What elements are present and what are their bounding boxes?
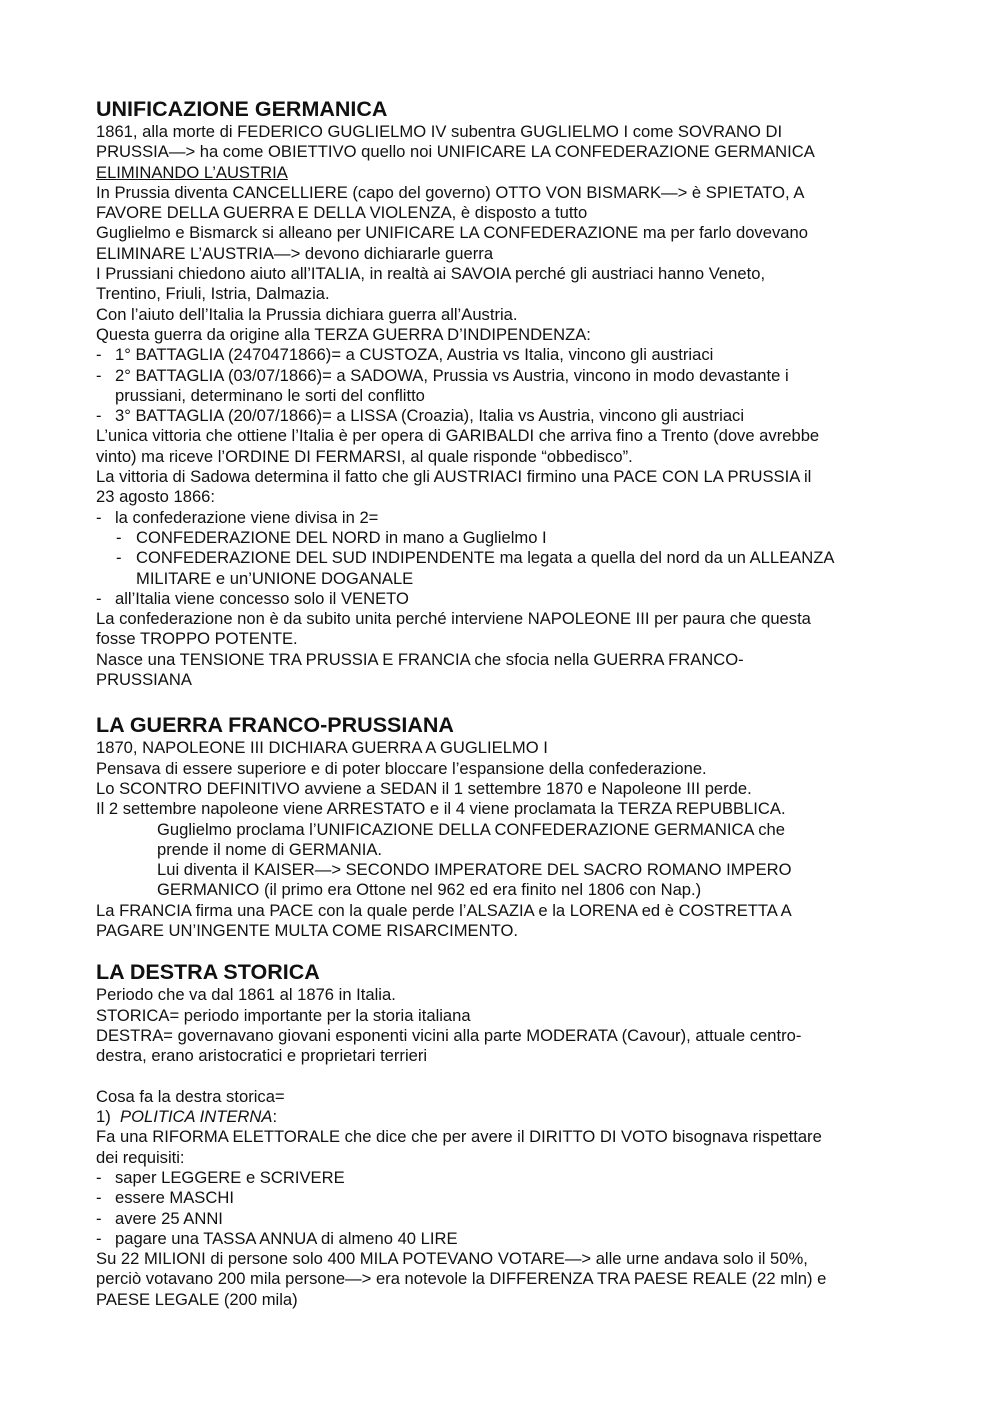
list-item-continuation: prussiani, determinano le sorti del conflitto xyxy=(115,385,425,405)
paragraph-line: 1870, NAPOLEONE III DICHIARA GUERRA A GUGLIELMO I xyxy=(96,738,548,758)
paragraph-line: STORICA= periodo importante per la storia italiana xyxy=(96,1005,471,1025)
numbered-heading xyxy=(96,1107,916,1127)
paragraph-line: Nasce una TENSIONE TRA PRUSSIA E FRANCIA che sfocia nella GUERRA FRANCO- xyxy=(96,649,744,669)
paragraph-line: I Prussiani chiedono aiuto all’ITALIA, in realtà ai SAVOIA perché gli austriaci hanno Veneto, xyxy=(96,264,766,284)
paragraph-line: L’unica vittoria che ottiene l’Italia è per opera di GARIBALDI che arriva fino a Trento (dove avrebbe xyxy=(96,426,820,446)
bullet-dash: - xyxy=(96,1167,102,1187)
paragraph-line: perciò votavano 200 mila persone—> era notevole la DIFFERENZA TRA PAESE REALE (22 mln) e xyxy=(96,1269,827,1289)
indented-line: Lui diventa il KAISER—> SECONDO IMPERATORE DEL SACRO ROMANO IMPERO xyxy=(157,860,792,880)
paragraph-line: ELIMINARE L’AUSTRIA—> devono dichiararle guerra xyxy=(96,243,494,263)
bullet-dash: - xyxy=(116,527,122,547)
list-item-text: all’Italia viene concesso solo il VENETO xyxy=(115,588,409,608)
paragraph-line: Pensava di essere superiore e di poter bloccare l’espansione della confederazione. xyxy=(96,758,707,778)
paragraph-line: DESTRA= governavano giovani esponenti vicini alla parte MODERATA (Cavour), attuale centro- xyxy=(96,1025,802,1045)
indented-line: GERMANICO (il primo era Ottone nel 962 ed era finito nel 1806 con Nap.) xyxy=(157,880,702,900)
list-item xyxy=(96,406,916,426)
list-item xyxy=(96,345,916,365)
list-item xyxy=(96,1209,916,1229)
bullet-dash: - xyxy=(96,1228,102,1248)
paragraph-line: Fa una RIFORMA ELETTORALE che dice che per avere il DIRITTO DI VOTO bisognava rispettare xyxy=(96,1127,822,1147)
section-spacer xyxy=(96,941,916,959)
paragraph-line: destra, erano aristocratici e proprietari terrieri xyxy=(96,1046,428,1066)
section-title: LA DESTRA STORICA xyxy=(96,960,320,985)
paragraph-line: ELIMINANDO L’AUSTRIA xyxy=(96,162,288,182)
section-spacer xyxy=(96,690,916,712)
list-item xyxy=(96,589,916,609)
section-title: LA GUERRA FRANCO-PRUSSIANA xyxy=(96,713,454,738)
bullet-dash: - xyxy=(96,1208,102,1228)
sub-list-item xyxy=(96,548,916,568)
indented-line: Guglielmo proclama l’UNIFICAZIONE DELLA CONFEDERAZIONE GERMANICA che xyxy=(157,819,785,839)
list-item-text: 3° BATTAGLIA (20/07/1866)= a LISSA (Croazia), Italia vs Austria, vincono gli austriaci xyxy=(115,406,745,426)
paragraph-line: In Prussia diventa CANCELLIERE (capo del governo) OTTO VON BISMARK—> è SPIETATO, A xyxy=(96,182,805,202)
sub-list-item-continuation: MILITARE e un’UNIONE DOGANALE xyxy=(136,568,414,588)
subheading-colon: : xyxy=(272,1107,278,1127)
document-body xyxy=(96,96,916,1310)
paragraph-line: Il 2 settembre napoleone viene ARRESTATO e il 4 viene proclamata la TERZA REPUBBLICA. xyxy=(96,799,786,819)
list-item-text: pagare una TASSA ANNUA di almeno 40 LIRE xyxy=(115,1228,458,1248)
bullet-dash: - xyxy=(116,548,122,568)
list-item xyxy=(96,508,916,528)
paragraph-line: PAGARE UN’INGENTE MULTA COME RISARCIMENTO. xyxy=(96,920,518,940)
paragraph-line: La confederazione non è da subito unita perché interviene NAPOLEONE III per paura che questa xyxy=(96,609,811,629)
list-item-text: 1° BATTAGLIA (2470471866)= a CUSTOZA, Austria vs Italia, vincono gli austriaci xyxy=(115,345,714,365)
paragraph-line: Periodo che va dal 1861 al 1876 in Italia. xyxy=(96,985,396,1005)
list-item xyxy=(96,1188,916,1208)
paragraph-line: vinto) ma riceve l’ORDINE DI FERMARSI, al quale risponde “obbedisco”. xyxy=(96,446,633,466)
paragraph-line: Su 22 MILIONI di persone solo 400 MILA POTEVANO VOTARE—> alle urne andava solo il 50%, xyxy=(96,1249,808,1269)
paragraph-line: Con l’aiuto dell’Italia la Prussia dichiara guerra all’Austria. xyxy=(96,304,518,324)
bullet-dash: - xyxy=(96,345,102,365)
paragraph-line: 23 agosto 1866: xyxy=(96,487,216,507)
bullet-dash: - xyxy=(96,588,102,608)
list-item-text: essere MASCHI xyxy=(115,1188,234,1208)
list-item xyxy=(96,366,916,386)
paragraph-line: La vittoria di Sadowa determina il fatto che gli AUSTRIACI firmino una PACE CON LA PRUSSIA il xyxy=(96,467,812,487)
bullet-dash: - xyxy=(96,406,102,426)
sub-list-item xyxy=(96,528,916,548)
list-item-text: CONFEDERAZIONE DEL NORD in mano a Guglielmo I xyxy=(136,527,547,547)
paragraph-line: PRUSSIANA xyxy=(96,670,192,690)
bullet-dash: - xyxy=(96,365,102,385)
paragraph-line: Trentino, Friuli, Istria, Dalmazia. xyxy=(96,284,330,304)
list-item xyxy=(96,1168,916,1188)
paragraph-line: PAESE LEGALE (200 mila) xyxy=(96,1289,298,1309)
list-number: 1) xyxy=(96,1107,111,1127)
paragraph-line: dei requisiti: xyxy=(96,1147,185,1167)
section-title: UNIFICAZIONE GERMANICA xyxy=(96,97,388,121)
paragraph-line: FAVORE DELLA GUERRA E DELLA VIOLENZA, è disposto a tutto xyxy=(96,203,588,223)
paragraph-line: 1861, alla morte di FEDERICO GUGLIELMO IV subentra GUGLIELMO I come SOVRANO DI xyxy=(96,122,783,141)
subheading-text: POLITICA INTERNA xyxy=(120,1107,273,1127)
paragraph-line: Cosa fa la destra storica= xyxy=(96,1086,285,1106)
paragraph-line: PRUSSIA—> ha come OBIETTIVO quello noi UNIFICARE LA CONFEDERAZIONE GERMANICA xyxy=(96,142,815,162)
bullet-dash: - xyxy=(96,1188,102,1208)
list-item-text: 2° BATTAGLIA (03/07/1866)= a SADOWA, Prussia vs Austria, vincono in modo devastante i xyxy=(115,365,789,385)
list-item xyxy=(96,1229,916,1249)
indented-line: prende il nome di GERMANIA. xyxy=(157,839,383,859)
list-item-text: CONFEDERAZIONE DEL SUD INDIPENDENTE ma legata a quella del nord da un ALLEANZA xyxy=(136,548,835,568)
paragraph-line: Lo SCONTRO DEFINITIVO avviene a SEDAN il 1 settembre 1870 e Napoleone III perde. xyxy=(96,778,752,798)
bullet-dash: - xyxy=(96,507,102,527)
list-item-text: saper LEGGERE e SCRIVERE xyxy=(115,1167,345,1187)
list-item-text: la confederazione viene divisa in 2= xyxy=(115,507,379,527)
list-item-text: avere 25 ANNI xyxy=(115,1208,223,1228)
paragraph-line: Questa guerra da origine alla TERZA GUERRA D’INDIPENDENZA: xyxy=(96,324,591,344)
paragraph-line: Guglielmo e Bismarck si alleano per UNIFICARE LA CONFEDERAZIONE ma per farlo dovevano xyxy=(96,223,808,243)
paragraph-line: La FRANCIA firma una PACE con la quale perde l’ALSAZIA e la LORENA ed è COSTRETTA A xyxy=(96,900,792,920)
paragraph-line: fosse TROPPO POTENTE. xyxy=(96,629,298,649)
blank-line xyxy=(96,1066,916,1086)
